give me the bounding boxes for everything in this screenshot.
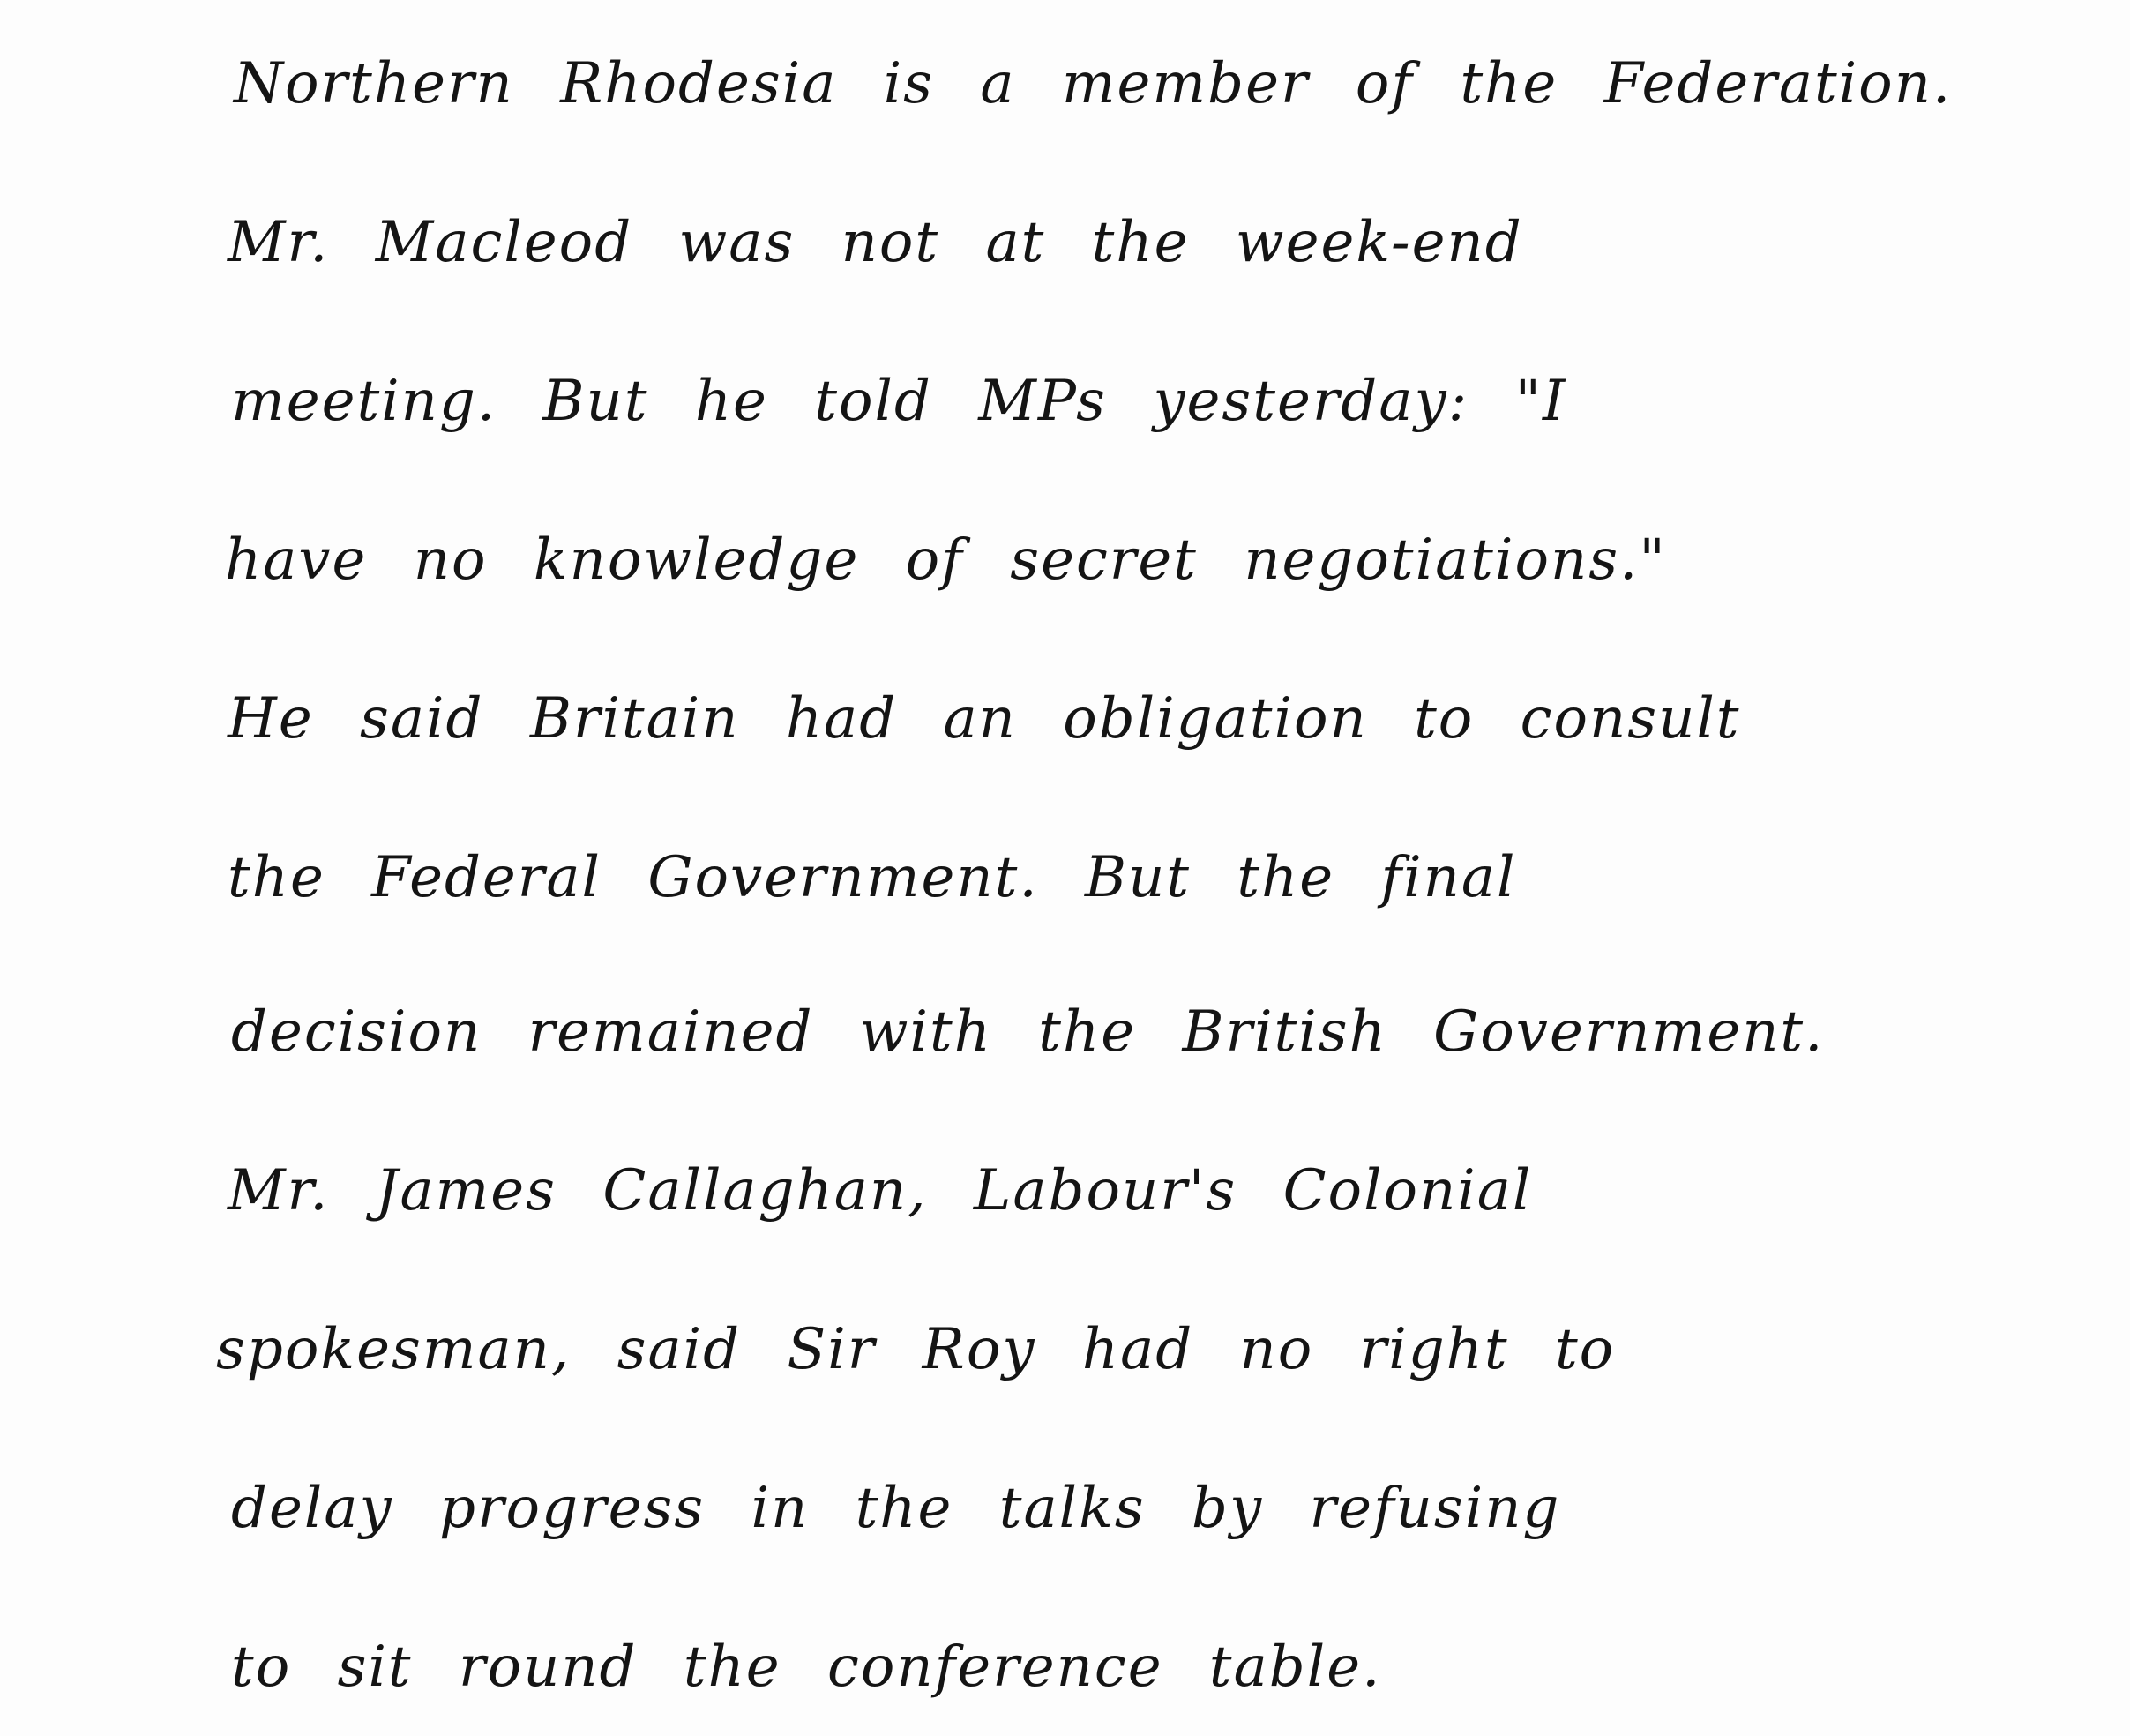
- text-line-5: He said Britain had an obligation to consult: [228, 686, 1741, 752]
- text-line-8: Mr. James Callaghan, Labour's Colonial: [228, 1158, 1533, 1223]
- text-line-11: to sit round the conference table.: [231, 1635, 1382, 1700]
- text-line-1: Northern Rhodesia is a member of the Federation.: [234, 51, 1953, 116]
- text-line-7: decision remained with the British Government.: [231, 999, 1825, 1065]
- text-line-10: delay progress in the talks by refusing: [231, 1476, 1561, 1541]
- text-line-9: spokesman, said Sir Roy had no right to: [216, 1317, 1616, 1382]
- text-line-3: meeting. But he told MPs yesterday: "I: [231, 369, 1567, 434]
- text-line-6: the Federal Government. But the final: [228, 845, 1517, 910]
- text-line-2: Mr. Macleod was not at the week-end: [228, 210, 1523, 275]
- text-line-4: have no knowledge of secret negotiations.": [225, 528, 1667, 593]
